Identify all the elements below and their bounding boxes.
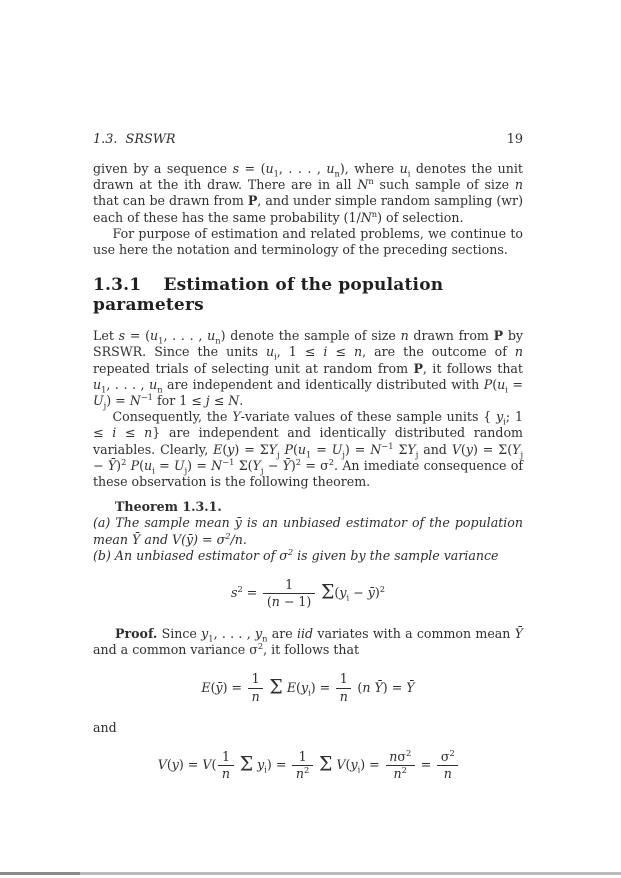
horizontal-scrollbar-thumb[interactable]	[0, 872, 80, 875]
equation-term: =	[420, 757, 432, 773]
fraction-numerator: 1	[339, 671, 348, 687]
paragraph-purpose: For purpose of estimation and related problems, we continue to use here the notation and terminology of the preceding sections.	[93, 225, 523, 258]
connector-and: and	[93, 719, 117, 735]
equation-expectation	[93, 671, 523, 705]
paragraph-sequence: given by a sequence $s = (u_1$, . . . , $u_n$), where $u_i$ denotes the unit drawn at the ith draw. There are in all $N^n$ such sample of size n that can be drawn from P, and under simple random sampling (wr) each of these has the same probability $(1/N^n)$ of selection.	[93, 161, 523, 225]
horizontal-scrollbar[interactable]	[0, 872, 621, 875]
fraction-numerator: 1	[285, 577, 294, 593]
fraction-numerator: 1	[298, 749, 307, 765]
equation-term: E(ȳ) =	[201, 679, 243, 695]
paragraph-consequently: Consequently, the Y-variate values of these sample units { $y_i$; 1 ≤ i ≤ n} are independent and identically distributed random variables. Clearly, $E(y) = \Sigma Y_j$ $P(u_1 = U_j) = N^{-1}$ $\Sigma Y_j$ and $V(y) = \Sigma(Y_j$ − Ȳ)$^2$ $P(u_i = U_j) = N^{-1}$ $\Sigma(Y_j$ − Ȳ)$^2$ = $\sigma^2$. An imediate consequence of these observation is the following theorem.	[93, 409, 524, 490]
fraction	[386, 749, 415, 783]
theorem-title: Theorem 1.3.1.	[115, 499, 222, 515]
running-header-section: 1.3. SRSWR	[93, 132, 176, 147]
paragraph-sample-definition: Let $s = (u_1$, . . . , $u_n$) denote the sample of size n drawn from P by SRSWR. Since the units $u_i$, 1 ≤ i ≤ n, are the outcome of n repeated trials of selecting unit at random from P, it follows that $u_1$, . . . , $u_n$ are independent and identically distributed with $P(u_i = U_j) = N^{-1}$ for 1 ≤ j ≤ N.	[93, 328, 524, 411]
theorem-item-a: (a) The sample mean ȳ is an unbiased estimator of the population mean Ȳ and V(ȳ) = $\sigma^2/n$.	[93, 515, 523, 547]
fraction	[263, 577, 315, 611]
fraction-denominator: $n^2$	[386, 765, 415, 782]
equation-variance	[93, 749, 523, 783]
document-page	[93, 132, 523, 798]
equation-term: (n Ȳ) = Ȳ	[357, 679, 415, 695]
section-heading	[93, 275, 523, 315]
running-header	[93, 132, 523, 147]
equation-term: Σ $V(y_i)$ =	[318, 753, 380, 776]
equation-term: Σ $y_i$) =	[239, 753, 287, 776]
fraction-numerator: 1	[221, 749, 230, 765]
proof-text: Since $y_1$, . . . , $y_n$ are iid variates with a common mean Ȳ and a common variance $\sigma^2$, it follows that	[93, 625, 523, 657]
theorem-item-b: (b) An unbiased estimator of $\sigma^2$ is given by the sample variance	[93, 546, 499, 563]
equation-lhs: $s^2$ =	[230, 584, 258, 601]
fraction	[248, 671, 263, 705]
proof-paragraph	[93, 626, 523, 658]
proof-label: Proof.	[115, 625, 158, 641]
fraction-denominator: $n^2$	[292, 765, 312, 782]
equation-sample-variance	[93, 577, 523, 611]
fraction-numerator: $n\sigma^2$	[389, 747, 412, 765]
fraction-denominator: n	[218, 765, 233, 782]
fraction-denominator: n	[248, 688, 263, 705]
section-number: 1.3.1	[93, 275, 142, 296]
theorem-block	[93, 499, 523, 564]
fraction	[437, 749, 458, 783]
fraction-numerator: $\sigma^2$	[440, 747, 455, 765]
equation-rhs: $\Sigma(y_i$ − ȳ)$^2$	[320, 580, 386, 604]
fraction	[292, 749, 312, 783]
equation-term: V(y) = V(	[157, 757, 217, 773]
fraction	[336, 671, 351, 705]
section-title: Estimation of the population parameters	[93, 275, 444, 316]
fraction-denominator: n	[336, 688, 351, 705]
page-number: 19	[506, 132, 523, 147]
fraction	[218, 749, 233, 783]
fraction-denominator: (n − 1)	[263, 593, 315, 610]
fraction-denominator: n	[437, 765, 458, 782]
equation-term: Σ $E(y_i)$ =	[269, 675, 331, 699]
fraction-numerator: 1	[251, 671, 260, 687]
